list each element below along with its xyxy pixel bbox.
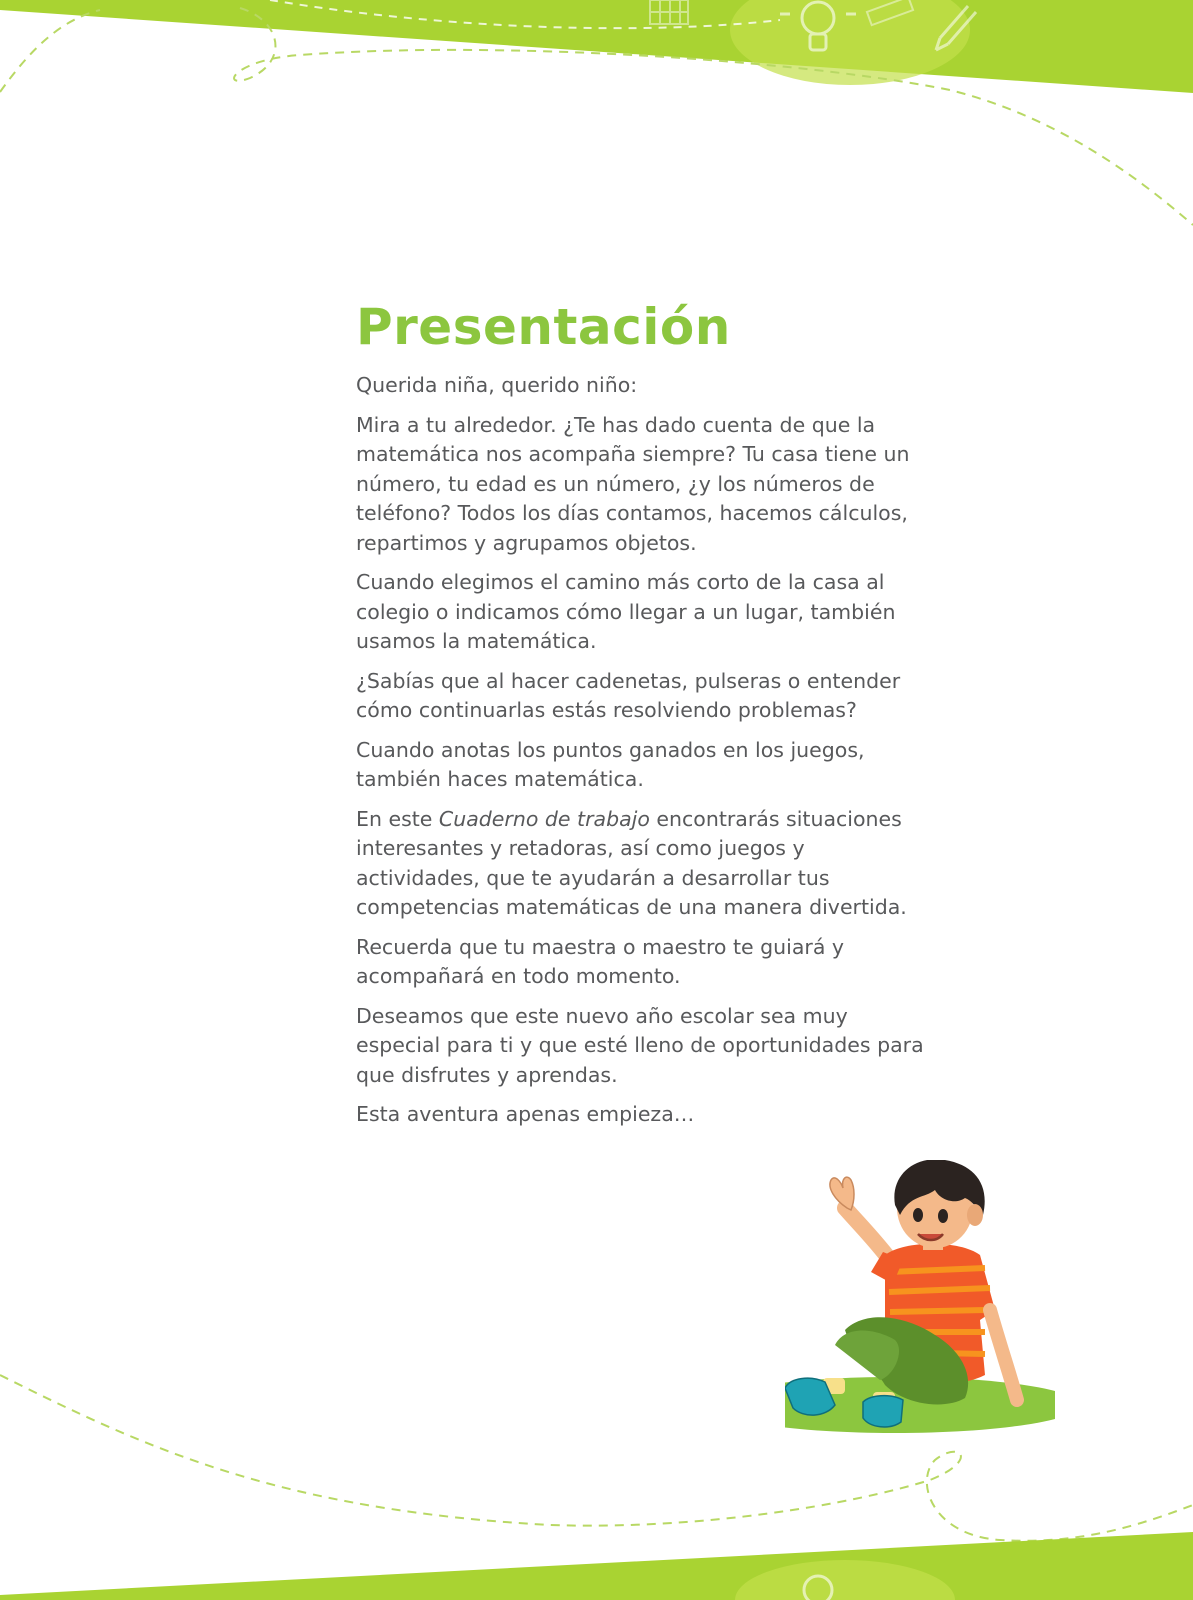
- paragraph-teacher: Recuerda que tu maestra o maestro te guiará y acompañará en todo momento.: [356, 934, 845, 988]
- shoe-right: [863, 1396, 903, 1427]
- paragraph-wishes: Deseamos que este nuevo año escolar sea muy especial para ti y que esté lleno de oportunidades para que disfrutes y aprendas.: [356, 1003, 924, 1087]
- workbook-title: Cuaderno de trabajo: [438, 806, 650, 831]
- ear: [967, 1204, 983, 1226]
- bottom-green-band: [0, 1532, 1193, 1600]
- presentation-section: [356, 300, 926, 1140]
- paragraph-workbook: [356, 805, 926, 923]
- paragraph-route: Cuando elegimos el camino más corto de la casa al colegio o indicamos cómo llegar a un lugar, también usamos la matemática.: [356, 570, 896, 653]
- raised-hand: [830, 1177, 854, 1210]
- eye-right: [938, 1209, 948, 1223]
- page-title: Presentación: [356, 298, 731, 356]
- paragraph-closing: Esta aventura apenas empieza…: [356, 1102, 695, 1126]
- paragraph-games: Cuando anotas los puntos ganados en los juegos, también haces matemática.: [356, 737, 865, 791]
- paragraph-intro: Mira a tu alrededor. ¿Te has dado cuenta de que la matemática nos acompaña siempre? Tu casa tiene un número, tu edad es un número, ¿y los números de teléfono? Todos los días contamos, hacemos cálculos, repartimos y agrupamos objetos.: [356, 412, 910, 555]
- top-green-band: [0, 0, 1193, 93]
- greeting: Querida niña, querido niño:: [356, 373, 638, 397]
- pants-knee: [835, 1330, 899, 1380]
- paragraph-patterns: ¿Sabías que al hacer cadenetas, pulseras o entender cómo continuarlas estás resolviendo problemas?: [356, 668, 901, 722]
- eye-left: [913, 1208, 923, 1222]
- boy-illustration: [785, 1160, 1055, 1460]
- workbook-text-before: En este: [356, 806, 439, 831]
- workbook-text-after: encontrarás situaciones interesantes y retadoras, así como juegos y actividades, que te ayudarán a desarrollar tus competencias matemáticas de una manera divertida.: [356, 806, 907, 919]
